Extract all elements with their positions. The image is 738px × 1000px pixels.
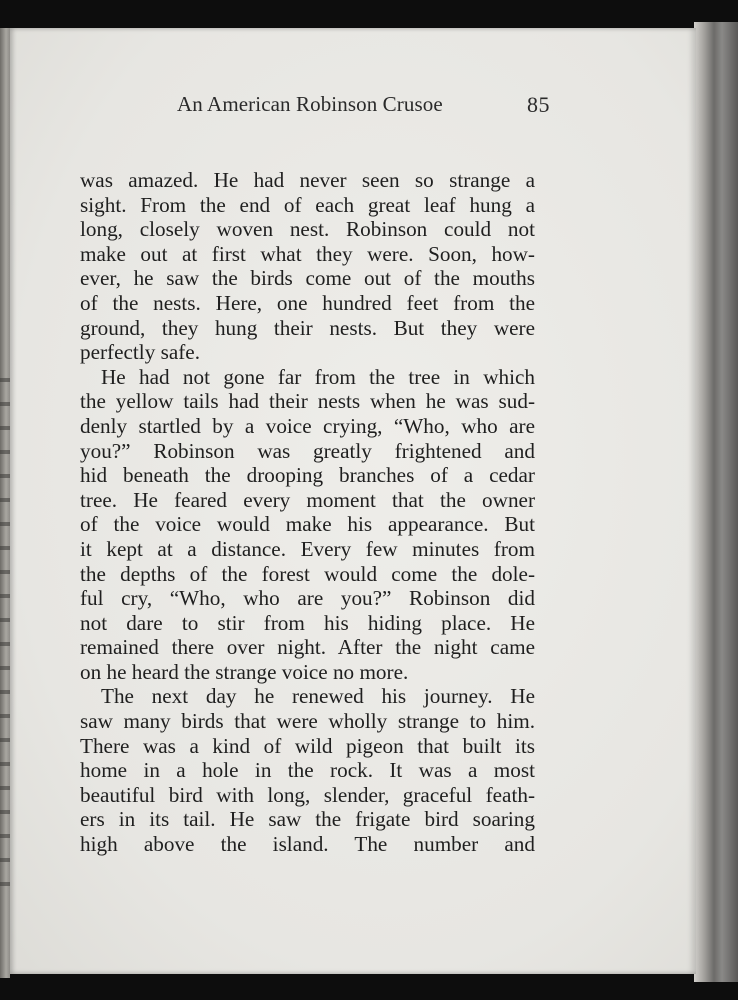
text-line: perfectly safe.: [80, 340, 200, 365]
text-line: ers in its tail. He saw the frigate bird soaring: [80, 807, 535, 832]
page-number: 85: [527, 92, 550, 117]
text-line: hid beneath the drooping branches of a cedar: [80, 463, 535, 488]
text-line: not dare to stir from his hiding place. He: [80, 610, 535, 635]
text-line: of the nests. Here, one hundred feet from the: [80, 290, 535, 315]
text-line: remained there over night. After the night came: [80, 635, 535, 660]
text-line: sight. From the end of each great leaf hung a: [80, 192, 535, 217]
text-line: home in a hole in the rock. It was a most: [80, 758, 535, 783]
text-line: the depths of the forest would come the dole-: [80, 561, 535, 586]
text-line: high above the island. The number and: [80, 832, 535, 857]
text-line: There was a kind of wild pigeon that built its: [80, 733, 535, 758]
text-line: ful cry, “Who, who are you?” Robinson did: [80, 586, 535, 611]
text-line: on he heard the strange voice no more.: [80, 659, 409, 684]
text-line: of the voice would make his appearance. But: [80, 512, 535, 537]
text-line: beautiful bird with long, slender, graceful feath-: [80, 782, 535, 807]
text-line: denly startled by a voice crying, “Who, who are: [80, 413, 535, 438]
text-line: saw many birds that were wholly strange to him.: [80, 709, 535, 734]
text-line: you?” Robinson was greatly frightened and: [80, 438, 535, 463]
facing-page-edge: [0, 28, 10, 978]
text-line: the yellow tails had their nests when he was sud-: [80, 389, 535, 414]
text-line: He had not gone far from the tree in which: [101, 364, 535, 389]
running-head: [165, 92, 550, 122]
text-line: ever, he saw the birds come out of the mouths: [80, 266, 535, 291]
text-line: The next day he renewed his journey. He: [101, 684, 535, 709]
facing-page-bleed: [0, 378, 10, 898]
running-title: An American Robinson Crusoe: [177, 92, 443, 116]
text-line: long, closely woven nest. Robinson could not: [80, 217, 535, 242]
text-line: ground, they hung their nests. But they were: [80, 315, 535, 340]
book-cover-edge: [694, 22, 738, 982]
text-line: was amazed. He had never seen so strange a: [80, 168, 535, 192]
text-line: tree. He feared every moment that the owner: [80, 487, 535, 512]
body-text: [80, 168, 535, 857]
text-line: make out at first what they were. Soon, how-: [80, 241, 535, 266]
text-line: it kept at a distance. Every few minutes from: [80, 536, 535, 561]
